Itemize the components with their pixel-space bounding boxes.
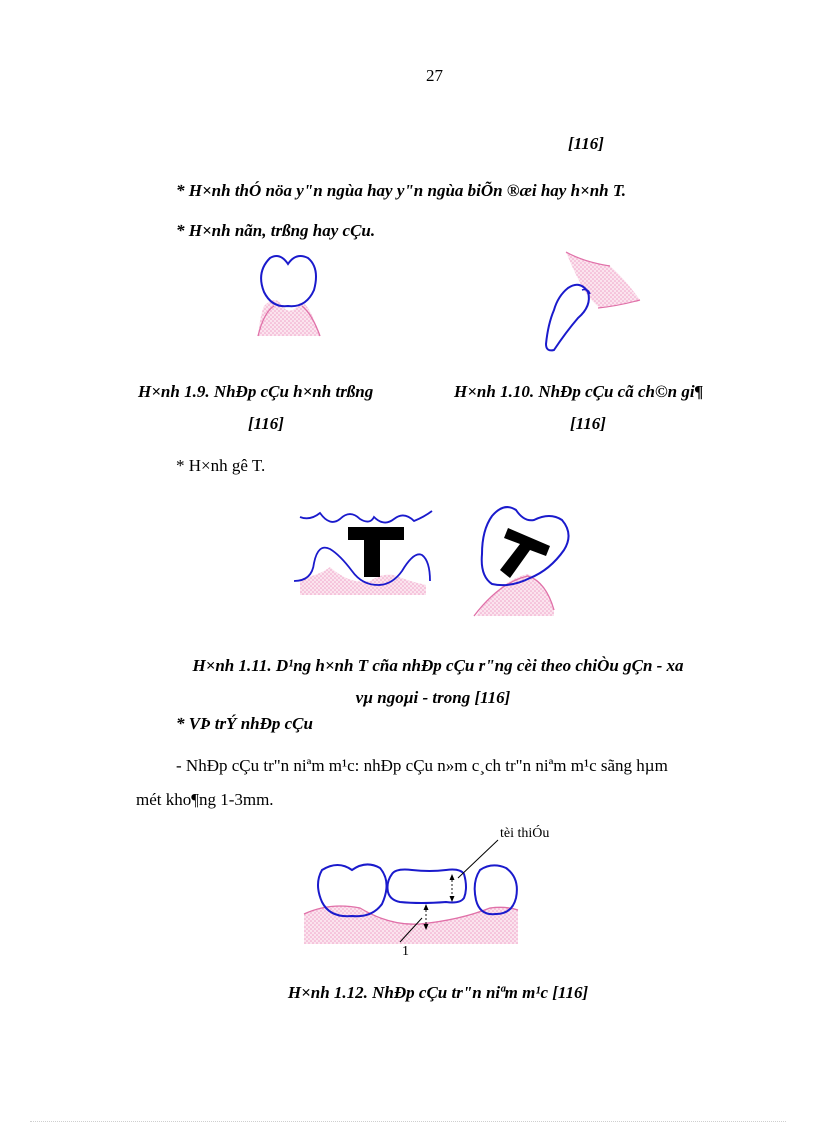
figure-1-11-buccolingual-t-shape	[470, 498, 585, 623]
figure-1-11-mesiodistal-t-shape	[290, 505, 440, 600]
paragraph-line2: mét kho¶ng 1-3mm.	[136, 790, 274, 809]
page-bottom-rule	[30, 1121, 786, 1122]
figure-1-12-caption: H×nh 1.12. NhÐp cÇu tr"n niªm m¹c [116]	[287, 983, 589, 1002]
figure-1-11-caption-line2: vµ ngoµi - trong [116]	[355, 688, 511, 707]
figure-1-9-reference: [116]	[248, 414, 284, 433]
figure-1-9-caption: H×nh 1.9. NhÐp cÇu h×nh trßng	[138, 382, 374, 401]
page-number: 27	[426, 66, 443, 85]
figure-1-12-pontic-on-mucosa	[300, 826, 530, 962]
section-heading-pontic-position: * VÞ trÝ nhÐp cÇu	[176, 714, 313, 733]
figure-1-12-label-1: 1	[402, 944, 409, 959]
figure-1-12-label-minimum: tèi thiÓu	[500, 826, 550, 841]
paragraph-line1: - NhÐp cÇu tr"n niªm m¹c: nhÐp cÇu n»m c¸ch tr"n niªm m¹c sãng hµm	[176, 756, 668, 775]
figure-1-11-caption-line1: H×nh 1.11. D¹ng h×nh T cña nhÐp cÇu r"ng cèi theo chiÒu gÇn - xa	[192, 656, 684, 675]
figure-1-10-pontic-with-post	[538, 248, 648, 358]
figure-1-9-round-pontic	[250, 250, 330, 345]
shape-line-saddle: * H×nh thÓ nöa y"n ngùa hay y"n ngùa biÕn ®æi hay h×nh T.	[176, 181, 626, 200]
figure-1-10-reference: [116]	[570, 414, 606, 433]
reference-top: [116]	[568, 134, 604, 153]
shape-line-cone: * H×nh nãn, trßng hay cÇu.	[176, 221, 376, 240]
figure-1-10-caption: H×nh 1.10. NhÐp cÇu cã ch©n gi¶	[454, 382, 704, 401]
shape-line-t-ridge: * H×nh gê T.	[176, 456, 266, 475]
